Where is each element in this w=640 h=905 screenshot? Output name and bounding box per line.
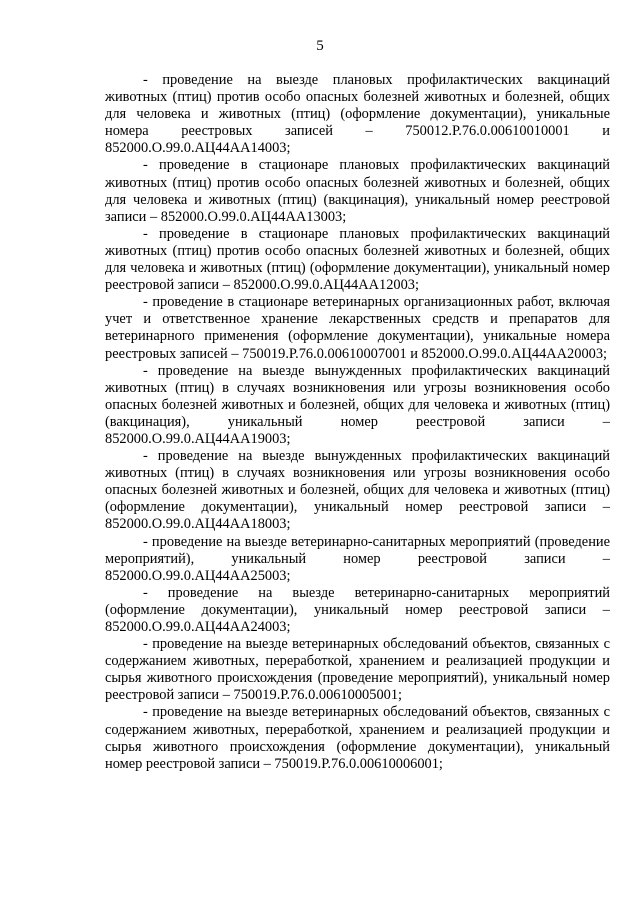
list-item-paragraph: - проведение в стационаре плановых профилактических вакцинаций животных (птиц) против особо опасных болезней животных и болезней, общих для человека и животных (птиц) (вакцинация), уникальный номер реестровой записи – 852000.О.99.0.АЦ44АА13003; (105, 157, 610, 225)
list-item-paragraph: - проведение на выезде ветеринарно-санитарных мероприятий (оформление документации), уникальный номер реестровой записи – 852000.О.99.0.АЦ44АА24003; (105, 584, 610, 635)
list-item-paragraph: - проведение в стационаре плановых профилактических вакцинаций животных (птиц) против особо опасных болезней животных и болезней, общих для человека и животных (птиц) (оформление документации), уникальный номер реестровой записи – 852000.О.99.0.АЦ44АА12003; (105, 225, 610, 294)
page-number: 5 (316, 38, 324, 54)
list-item-paragraph: - проведение на выезде вынужденных профилактических вакцинаций животных (птиц) в случаях возникновения или угрозы возникновения особо опасных болезней животных и болезней, общих для человека и животных (птиц) (вакцинация), уникальный номер реестровой записи – 852000.О.99.0.АЦ44АА19003; (105, 362, 610, 447)
list-item-paragraph: - проведение на выезде ветеринарных обследований объектов, связанных с содержанием животных, переработкой, хранением и реализацией продукции и сырья животного происхождения (проведение мероприятий), уникальный номер реестровой записи – 750019.Р.76.0.00610005001; (105, 636, 610, 704)
document-body (105, 72, 610, 773)
list-item-paragraph: - проведение в стационаре ветеринарных организационных работ, включая учет и ответственное хранение лекарственных средств и препаратов для ветеринарного применения (оформление документации), уникальные номера реестровых записей – 750019.Р.76.0.00610007001 и 852000.О.99.0.АЦ44АА20003; (105, 294, 610, 362)
list-item-paragraph: - проведение на выезде ветеринарно-санитарных мероприятий (проведение мероприятий), уникальный номер реестровой записи – 852000.О.99.0.АЦ44АА25003; (105, 533, 610, 584)
list-item-paragraph: - проведение на выезде плановых профилактических вакцинаций животных (птиц) против особо опасных болезней животных и болезней, общих для человека и животных (птиц) (оформление документации), уникальные номера реестровых записей – 750012.Р.76.0.00610010001 и 852000.О.99.0.АЦ44АА14003; (105, 72, 610, 157)
list-item-paragraph: - проведение на выезде вынужденных профилактических вакцинаций животных (птиц) в случаях возникновения или угрозы возникновения особо опасных болезней животных и болезней, общих для человека и животных (птиц) (оформление документации), уникальный номер реестровой записи – 852000.О.99.0.АЦ44АА18003; (105, 448, 610, 533)
list-item-paragraph: - проведение на выезде ветеринарных обследований объектов, связанных с содержанием животных, переработкой, хранением и реализацией продукции и сырья животного происхождения (оформление документации), уникальный номер реестровой записи – 750019.Р.76.0.00610006001; (105, 704, 610, 772)
